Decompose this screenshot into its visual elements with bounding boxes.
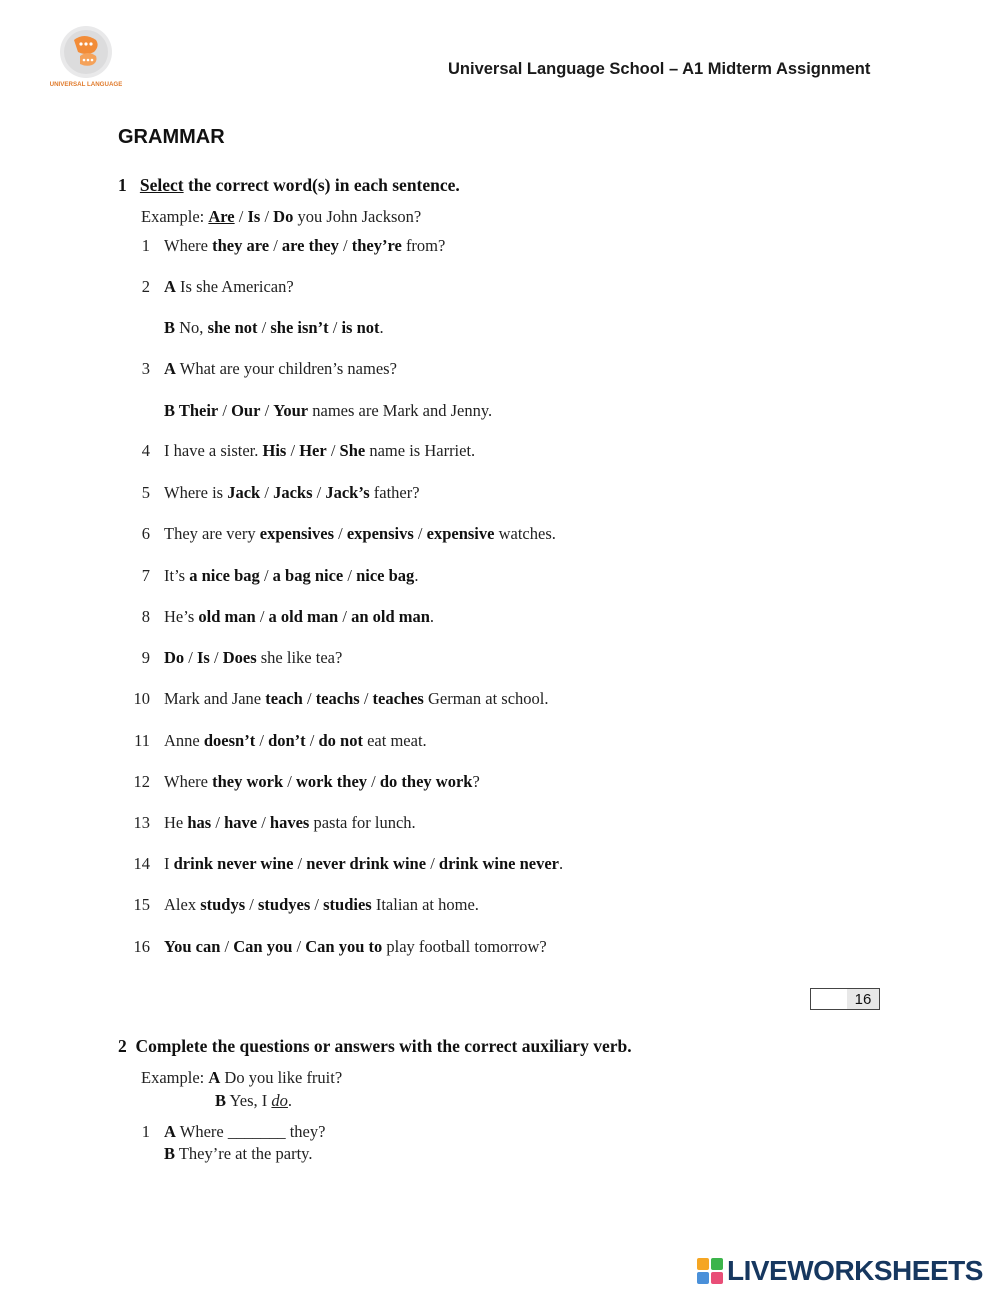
sentence-text: eat meat. — [362, 731, 427, 750]
sentence-text: / — [426, 854, 439, 873]
exercise1-item — [130, 401, 830, 423]
sentence-text: / — [218, 401, 232, 420]
sentence-text: Where — [164, 772, 213, 791]
sentence-text: / — [286, 441, 300, 460]
example-option: Is — [247, 207, 261, 226]
example-b-end: . — [287, 1091, 293, 1110]
item-sentence — [164, 566, 418, 586]
exercise1-instruction — [118, 175, 460, 196]
item-number: 12 — [133, 772, 150, 791]
sentence-text: Mark and Jane — [164, 689, 266, 708]
item-number: 4 — [141, 441, 150, 460]
liveworksheets-brand — [697, 1254, 983, 1288]
example-sep: / — [260, 207, 274, 226]
sentence-text: . — [414, 566, 419, 585]
exercise1-item — [130, 359, 830, 381]
item-sentence — [164, 483, 420, 503]
answer-option[interactable]: never drink wine — [306, 854, 427, 873]
answer-option[interactable]: His — [262, 441, 287, 460]
exercise1-item — [130, 895, 830, 917]
exercise1-item — [130, 607, 830, 629]
answer-option[interactable]: old man — [198, 607, 256, 626]
sentence-text: No, — [175, 318, 208, 337]
sentence-text: He — [164, 813, 188, 832]
answer-option[interactable]: Is — [197, 648, 210, 667]
sentence-text: It’s — [164, 566, 190, 585]
answer-option[interactable]: she not — [207, 318, 258, 337]
exercise1-item — [130, 566, 830, 588]
example-b-answer: do — [271, 1091, 288, 1110]
answer-option[interactable]: work they — [295, 772, 368, 791]
sentence-text: / — [305, 731, 319, 750]
item-sentence — [164, 813, 416, 833]
answer-option[interactable]: don’t — [268, 731, 306, 750]
speaker-a: A — [164, 1122, 176, 1141]
sentence-text: I — [164, 854, 174, 873]
exercise1-item — [130, 772, 830, 794]
sentence-text: Where — [164, 236, 213, 255]
sentence-text: / — [359, 689, 373, 708]
answer-option[interactable]: drink never wine — [173, 854, 294, 873]
sentence-text: / — [209, 648, 223, 667]
sentence-text: They are very — [164, 524, 260, 543]
sentence-text: / — [245, 895, 258, 914]
example-label: Example: — [141, 1068, 209, 1087]
q1-b-text: They’re at the party. — [175, 1144, 313, 1163]
sentence-text: ? — [472, 772, 480, 791]
example-rest: you John Jackson? — [293, 207, 422, 226]
answer-option[interactable]: Does — [222, 648, 257, 667]
example-a-text: Do you like fruit? — [220, 1068, 343, 1087]
sentence-text: He’s — [164, 607, 199, 626]
answer-option[interactable]: a old man — [268, 607, 339, 626]
answer-option[interactable]: You can — [164, 937, 221, 956]
answer-option[interactable]: a nice bag — [189, 566, 260, 585]
item-sentence — [164, 277, 294, 297]
exercise2-example-b — [215, 1091, 292, 1111]
item-number: 2 — [141, 277, 150, 296]
sentence-text: / — [292, 937, 306, 956]
score-box — [810, 988, 880, 1010]
exercise2-example-a — [141, 1068, 342, 1088]
sentence-text: / — [283, 772, 296, 791]
item-number: 11 — [134, 731, 150, 750]
sentence-text: What are your children’s names? — [175, 359, 397, 378]
answer-option[interactable]: do they work — [379, 772, 473, 791]
example-b-text: Yes, I — [226, 1091, 272, 1110]
sentence-text: / — [269, 236, 282, 255]
item-sentence — [164, 524, 556, 544]
sentence-text: / — [259, 566, 273, 585]
sentence-text: / — [260, 401, 274, 420]
answer-option[interactable]: teachs — [315, 689, 360, 708]
answer-option[interactable]: studys — [200, 895, 246, 914]
sentence-text: . — [559, 854, 564, 873]
item-number: 10 — [133, 689, 150, 708]
sentence-text: she like tea? — [256, 648, 343, 667]
header-title: Universal Language School – A1 Midterm Assignment — [448, 60, 871, 78]
sentence-text: / — [338, 236, 352, 255]
answer-option[interactable]: B — [164, 318, 176, 337]
sentence-text: play football tomorrow? — [382, 937, 547, 956]
answer-option[interactable]: Jack — [227, 483, 261, 502]
answer-option[interactable]: Do — [164, 648, 185, 667]
exercise1-item — [130, 648, 830, 670]
item-sentence — [164, 731, 427, 751]
sentence-text: / — [260, 483, 274, 502]
item-sentence — [164, 441, 475, 461]
answer-option[interactable]: they work — [212, 772, 284, 791]
item-number: 9 — [141, 648, 150, 667]
answer-option[interactable]: B Their — [164, 401, 219, 420]
sentence-text: Anne — [164, 731, 204, 750]
item-sentence — [164, 607, 434, 627]
answer-option[interactable]: A — [164, 359, 176, 378]
exercise1-item — [130, 318, 830, 340]
instruction-rest: the correct word(s) in each sentence. — [183, 175, 460, 195]
item-sentence — [164, 401, 492, 421]
item-number: 5 — [141, 483, 150, 502]
sentence-text: Alex — [164, 895, 201, 914]
sentence-text: . — [429, 607, 435, 626]
answer-option[interactable]: Can you — [233, 937, 293, 956]
item-sentence — [164, 648, 342, 668]
answer-option[interactable]: studyes — [258, 895, 311, 914]
answer-option[interactable]: haves — [269, 813, 310, 832]
speaker-b: B — [215, 1091, 227, 1110]
exercise2-instruction-text: Complete the questions or answers with the correct auxiliary verb. — [135, 1036, 632, 1056]
answer-option[interactable]: a bag nice — [272, 566, 344, 585]
sentence-text: / — [255, 607, 269, 626]
sentence-text: / — [338, 607, 352, 626]
sentence-text: / — [255, 731, 269, 750]
sentence-text: watches. — [494, 524, 556, 543]
answer-option[interactable]: studies — [323, 895, 372, 914]
exercise1-item — [130, 524, 830, 546]
liveworksheets-logo-icon — [697, 1258, 723, 1284]
sentence-text: German at school. — [423, 689, 549, 708]
sentence-text: / — [184, 648, 198, 667]
example-label: Example: — [141, 207, 209, 226]
item-sentence — [164, 772, 480, 792]
item-sentence — [164, 937, 547, 957]
item-number: 15 — [133, 895, 150, 914]
question-number: 1 — [141, 1122, 150, 1141]
sentence-text: / — [257, 318, 271, 337]
answer-option[interactable]: Jacks — [273, 483, 313, 502]
item-number: 1 — [141, 236, 150, 255]
item-number: 8 — [141, 607, 150, 626]
item-number: 13 — [133, 813, 150, 832]
item-sentence — [164, 895, 479, 915]
item-number: 6 — [141, 524, 150, 543]
exercise1-item — [130, 854, 830, 876]
sentence-text: / — [312, 483, 326, 502]
sentence-text: from? — [401, 236, 446, 255]
brand-text: LIVEWORKSHEETS — [727, 1255, 983, 1286]
example-answer: Are — [208, 207, 235, 226]
item-number: 14 — [133, 854, 150, 873]
answer-option[interactable]: A — [164, 277, 176, 296]
section-heading: GRAMMAR — [118, 126, 225, 148]
answer-option[interactable]: She — [339, 441, 366, 460]
exercise2-instruction — [118, 1036, 632, 1057]
item-number: 7 — [141, 566, 150, 585]
exercise1-number: 1 — [118, 175, 127, 195]
answer-option[interactable]: Her — [299, 441, 327, 460]
exercise2-q1-a — [130, 1122, 530, 1144]
sentence-text: / — [328, 318, 342, 337]
exercise1-item — [130, 236, 830, 258]
select-word: Select — [139, 175, 184, 195]
sentence-text: / — [211, 813, 225, 832]
q1-a-text[interactable]: Where _______ they? — [175, 1122, 326, 1141]
answer-option[interactable]: expensive — [426, 524, 495, 543]
item-number: 3 — [141, 359, 150, 378]
exercise1-item — [130, 483, 830, 505]
sentence-text: / — [302, 689, 316, 708]
logo-text: UNIVERSAL LANGUAGE — [50, 81, 122, 88]
answer-option[interactable]: have — [224, 813, 258, 832]
sentence-text: Is she American? — [175, 277, 294, 296]
sentence-text: / — [334, 524, 347, 543]
answer-option[interactable]: doesn’t — [203, 731, 256, 750]
answer-option[interactable]: do not — [318, 731, 363, 750]
example-sep: / — [234, 207, 248, 226]
answer-option[interactable]: Our — [231, 401, 261, 420]
exercise1-item — [130, 813, 830, 835]
sentence-text: / — [310, 895, 324, 914]
answer-option[interactable]: Jack’s — [325, 483, 370, 502]
answer-option[interactable]: teach — [265, 689, 303, 708]
item-sentence — [164, 359, 397, 379]
sentence-text: pasta for lunch. — [309, 813, 416, 832]
exercise1-item — [130, 277, 830, 299]
exercise1-example — [141, 207, 421, 227]
sentence-text: / — [257, 813, 270, 832]
item-sentence — [164, 318, 384, 338]
exercise2-q1-b — [164, 1144, 312, 1164]
sentence-text: name is Harriet. — [365, 441, 476, 460]
speaker-b: B — [164, 1144, 176, 1163]
sentence-text: / — [326, 441, 340, 460]
item-sentence — [164, 854, 563, 874]
sentence-text: / — [367, 772, 380, 791]
sentence-text: I have a sister. — [164, 441, 263, 460]
sentence-text: Italian at home. — [371, 895, 479, 914]
item-sentence — [164, 236, 445, 256]
sentence-text: / — [220, 937, 234, 956]
answer-option[interactable]: are they — [281, 236, 339, 255]
answer-option[interactable]: teaches — [372, 689, 424, 708]
item-number: 16 — [133, 937, 150, 956]
exercise2-number: 2 — [118, 1036, 127, 1056]
speaker-a: A — [208, 1068, 221, 1087]
answer-option[interactable]: they’re — [351, 236, 402, 255]
sentence-text: / — [413, 524, 427, 543]
answer-option[interactable]: an old man — [351, 607, 430, 626]
sentence-text: / — [343, 566, 357, 585]
school-logo-icon — [50, 22, 122, 98]
answer-option[interactable]: she isn’t — [270, 318, 329, 337]
sentence-text: father? — [369, 483, 420, 502]
answer-option[interactable]: drink wine never — [438, 854, 559, 873]
answer-option[interactable]: is not — [341, 318, 380, 337]
exercise1-item — [130, 441, 830, 463]
sentence-text: names are Mark and Jenny. — [308, 401, 493, 420]
answer-option[interactable]: Your — [273, 401, 309, 420]
answer-option[interactable]: nice bag — [356, 566, 415, 585]
answer-option[interactable]: they are — [212, 236, 270, 255]
example-option: Do — [273, 207, 294, 226]
sentence-text: . — [379, 318, 384, 337]
exercise1-item — [130, 689, 830, 711]
score-input[interactable] — [811, 989, 848, 1009]
sentence-text: / — [293, 854, 307, 873]
item-sentence — [164, 689, 549, 709]
exercise1-item — [130, 731, 830, 753]
answer-option[interactable]: expensives — [259, 524, 334, 543]
answer-option[interactable]: Can you to — [305, 937, 383, 956]
answer-option[interactable]: has — [187, 813, 212, 832]
exercise1-item — [130, 937, 830, 959]
score-total: 16 — [847, 989, 879, 1009]
answer-option[interactable]: expensivs — [346, 524, 414, 543]
sentence-text: Where is — [164, 483, 228, 502]
